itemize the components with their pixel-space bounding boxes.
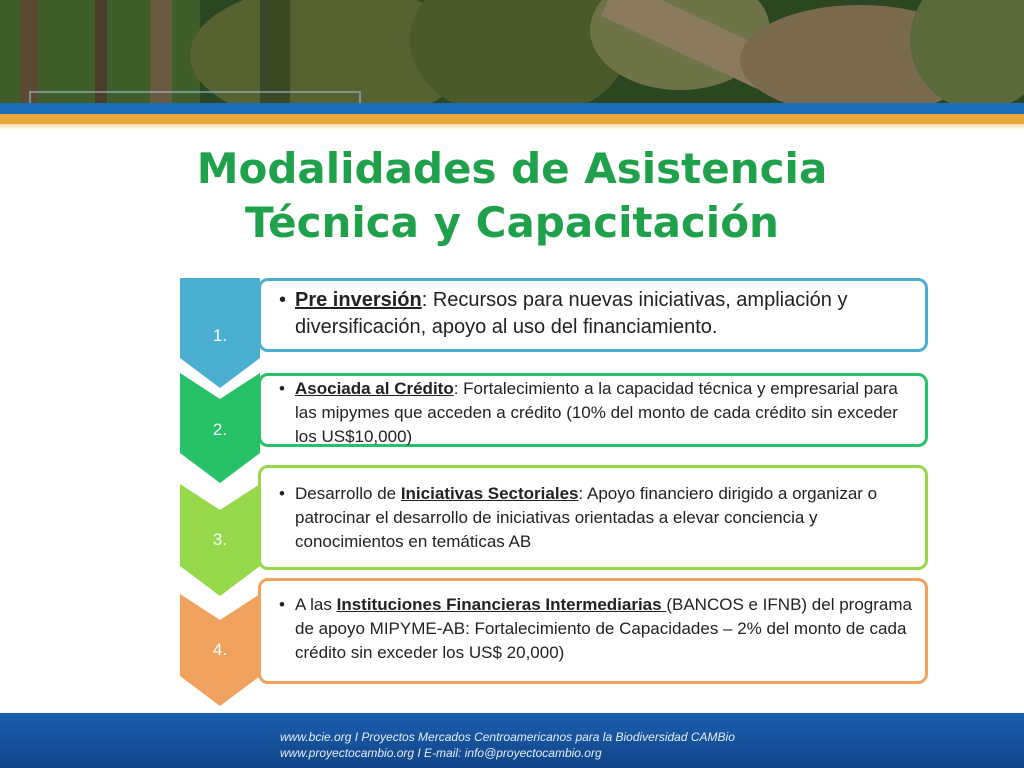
step-4-box: [258, 578, 928, 684]
step-3-chevron: [180, 484, 260, 596]
step-3-text: [295, 482, 917, 554]
step-4-number: 4.: [212, 640, 228, 659]
step-1-description: : Recursos para nuevas iniciativas, ampliación y diversificación, apoyo al uso del financiamiento.: [295, 289, 848, 338]
bullet: •: [279, 484, 285, 503]
bullet: •: [279, 379, 285, 398]
step-4-text: [295, 593, 917, 665]
step-1-number: 1.: [212, 326, 228, 345]
step-4-term: Instituciones Financieras Intermediarias: [336, 595, 667, 614]
slide-title: [120, 142, 904, 250]
footer-line-1: www.bcie.org I Proyectos Mercados Centroamericanos para la Biodiversidad CAMBio: [280, 730, 735, 744]
header-forest-photo: [0, 0, 1024, 112]
title-line-1: Modalidades de Asistencia: [196, 144, 828, 193]
header-blue-stripe: [0, 103, 1024, 114]
step-4-chevron: [180, 594, 260, 706]
step-3-description: : Apoyo financiero dirigido a organizar o patrocinar el desarrollo de iniciativas orientadas a elevar conciencia y conocimientos en temáticas AB: [295, 484, 878, 551]
header-orange-stripe: [0, 114, 1024, 124]
step-2-chevron: [180, 373, 260, 483]
step-2-box: [258, 373, 928, 447]
step-1-term: Pre inversión: [295, 289, 422, 311]
step-3-box: [258, 465, 928, 570]
step-4-description: (BANCOS e IFNB) del programa de apoyo MIPYME-AB: Fortalecimiento de Capacidades – 2% del monto de cada crédito sin exceder los US$ 20,000): [295, 595, 912, 662]
footer-line-2: www.proyectocambio.org I E-mail: info@proyectocambio.org: [280, 746, 602, 760]
forest-illustration: [0, 0, 1024, 112]
step-4-prefix: A las: [295, 595, 337, 614]
bullet: •: [279, 289, 287, 311]
footer-bar: [0, 713, 1024, 768]
step-3-term: Iniciativas Sectoriales: [400, 484, 579, 503]
bullet: •: [279, 595, 285, 614]
step-1-chevron: [180, 278, 260, 388]
step-2-term: Asociada al Crédito: [295, 379, 454, 398]
step-2-number: 2.: [212, 420, 228, 439]
step-2-description: : Fortalecimiento a la capacidad técnica y empresarial para las mipymes que acceden a crédito (10% del monto de cada crédito sin exceder los US$10,000): [295, 379, 898, 446]
step-1-text: [295, 287, 917, 341]
step-2-text: [295, 377, 917, 449]
title-line-2: Técnica y Capacitación: [245, 198, 779, 247]
step-3-prefix: Desarrollo de: [295, 484, 401, 503]
header-fade-stripe: [0, 124, 1024, 130]
step-3-number: 3.: [212, 530, 228, 549]
step-1-box: [258, 278, 928, 352]
